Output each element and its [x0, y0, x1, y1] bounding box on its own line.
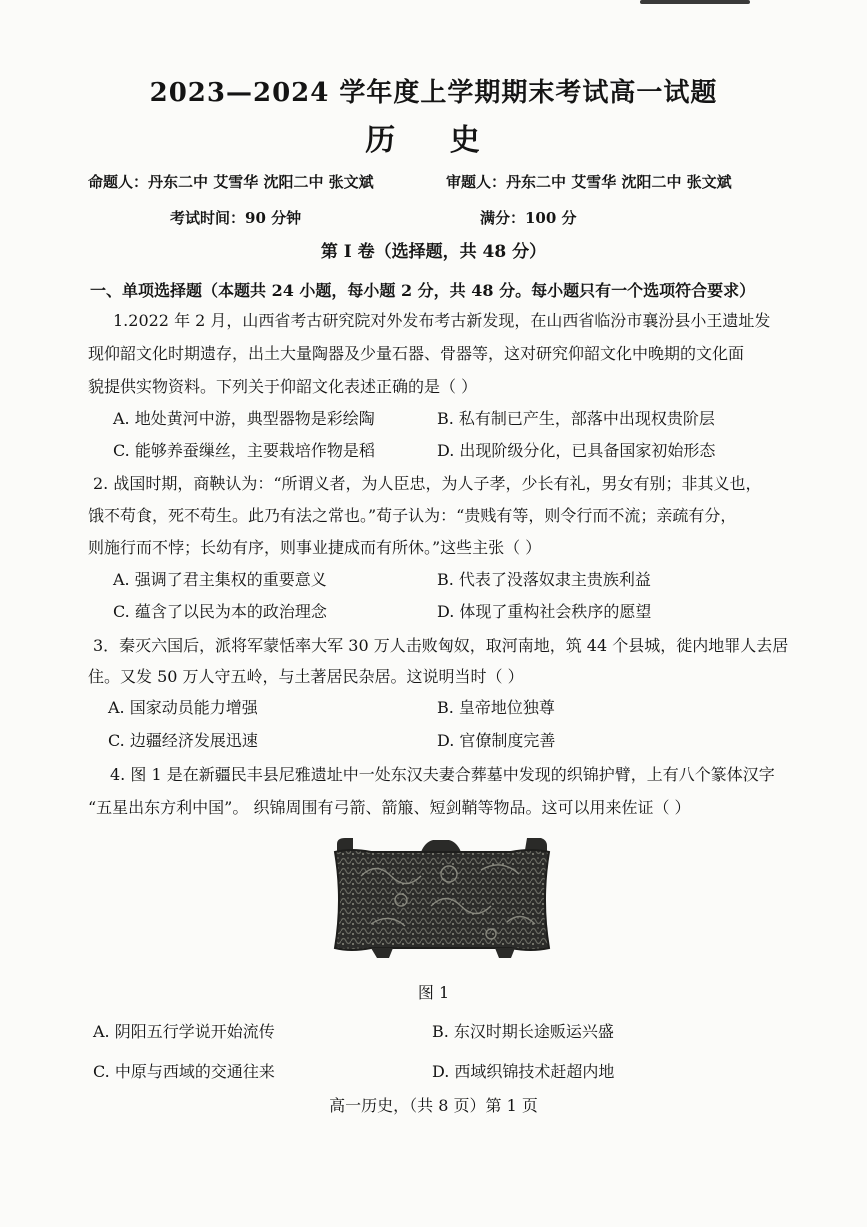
question-2-line-2: 饿不苟食，死不苟生。此乃有法之常也。”荀子认为：“贵贱有等，则令行而不流；亲疏有分， — [88, 506, 737, 525]
question-2-option-d: D. 体现了重构社会秩序的愿望 — [437, 602, 652, 621]
question-2-option-b: B. 代表了没落奴隶主贵族利益 — [437, 570, 651, 589]
setters-info: 命题人：丹东二中 艾雪华 沈阳二中 张文斌 — [88, 173, 374, 191]
question-3-option-c: C. 边疆经济发展迅速 — [108, 731, 258, 750]
question-2-option-a: A. 强调了君主集权的重要意义 — [113, 570, 327, 589]
question-1-option-b: B. 私有制已产生，部落中出现权贵阶层 — [437, 409, 715, 428]
question-3-option-b: B. 皇帝地位独尊 — [437, 698, 555, 717]
figure-caption: 图 1 — [417, 983, 450, 1002]
question-3-option-a: A. 国家动员能力增强 — [108, 698, 258, 717]
question-1-option-a: A. 地处黄河中游，典型器物是彩绘陶 — [113, 409, 375, 428]
scan-mark — [640, 0, 750, 4]
question-3-line-2: 住。又发 50 万人守五岭，与土著居民杂居。这说明当时（ ） — [88, 667, 524, 686]
question-3-option-d: D. 官僚制度完善 — [437, 731, 556, 750]
subject-title: 历 史 — [365, 123, 502, 158]
question-4-option-b: B. 东汉时期长途贩运兴盛 — [432, 1022, 614, 1041]
question-1-line-1: 1.2022 年 2 月，山西省考古研究院对外发布考古新发现，在山西省临汾市襄汾县小王遗址发 — [113, 311, 771, 330]
section-title: 第 Ⅰ 卷（选择题，共 48 分） — [320, 242, 547, 262]
brocade-armguard-image — [331, 836, 553, 964]
exam-time: 考试时间：90 分钟 — [170, 209, 302, 227]
question-4-option-a: A. 阴阳五行学说开始流传 — [93, 1022, 275, 1041]
question-1-line-2: 现仰韶文化时期遗存，出土大量陶器及少量石器、骨器等，这对研究仰韶文化中晚期的文化面 — [88, 344, 745, 363]
question-1-option-c: C. 能够养蚕缫丝，主要栽培作物是稻 — [113, 441, 375, 460]
question-4-option-c: C. 中原与西域的交通往来 — [93, 1062, 275, 1081]
question-1-option-d: D. 出现阶级分化，已具备国家初始形态 — [437, 441, 716, 460]
question-4-line-1: 4. 图 1 是在新疆民丰县尼雅遗址中一处东汉夫妻合葬墓中发现的织锦护臂，上有八个篆体汉字 — [110, 765, 775, 784]
question-4-option-d: D. 西域织锦技术赶超内地 — [432, 1062, 615, 1081]
part-instructions: 一、单项选择题（本题共 24 小题，每小题 2 分，共 48 分。每小题只有一个选项符合要求） — [90, 281, 756, 300]
full-score: 满分：100 分 — [480, 209, 577, 227]
reviewers-info: 审题人：丹东二中 艾雪华 沈阳二中 张文斌 — [446, 173, 732, 191]
question-2-option-c: C. 蕴含了以民为本的政治理念 — [113, 602, 327, 621]
question-3-line-1: 3．秦灭六国后，派将军蒙恬率大军 30 万人击败匈奴，取河南地，筑 44 个县城，徙内地罪人去居 — [93, 636, 789, 655]
question-1-line-3: 貌提供实物资料。下列关于仰韶文化表述正确的是（ ） — [88, 377, 478, 396]
question-4-line-2: “五星出东方利中国”。 织锦周围有弓箭、箭箙、短剑鞘等物品。这可以用来佐证（ ） — [88, 798, 691, 817]
question-2-line-1: 2. 战国时期，商鞅认为：“所谓义者，为人臣忠，为人子孝，少长有礼，男女有别；非其义也， — [93, 474, 762, 493]
question-2-line-3: 则施行而不悖；长幼有序，则事业捷成而有所休。”这些主张（ ） — [88, 538, 542, 557]
page-footer: 高一历史，（共 8 页）第 1 页 — [329, 1096, 538, 1115]
exam-title: 2023—2024 学年度上学期期末考试高一试题 — [149, 78, 718, 108]
